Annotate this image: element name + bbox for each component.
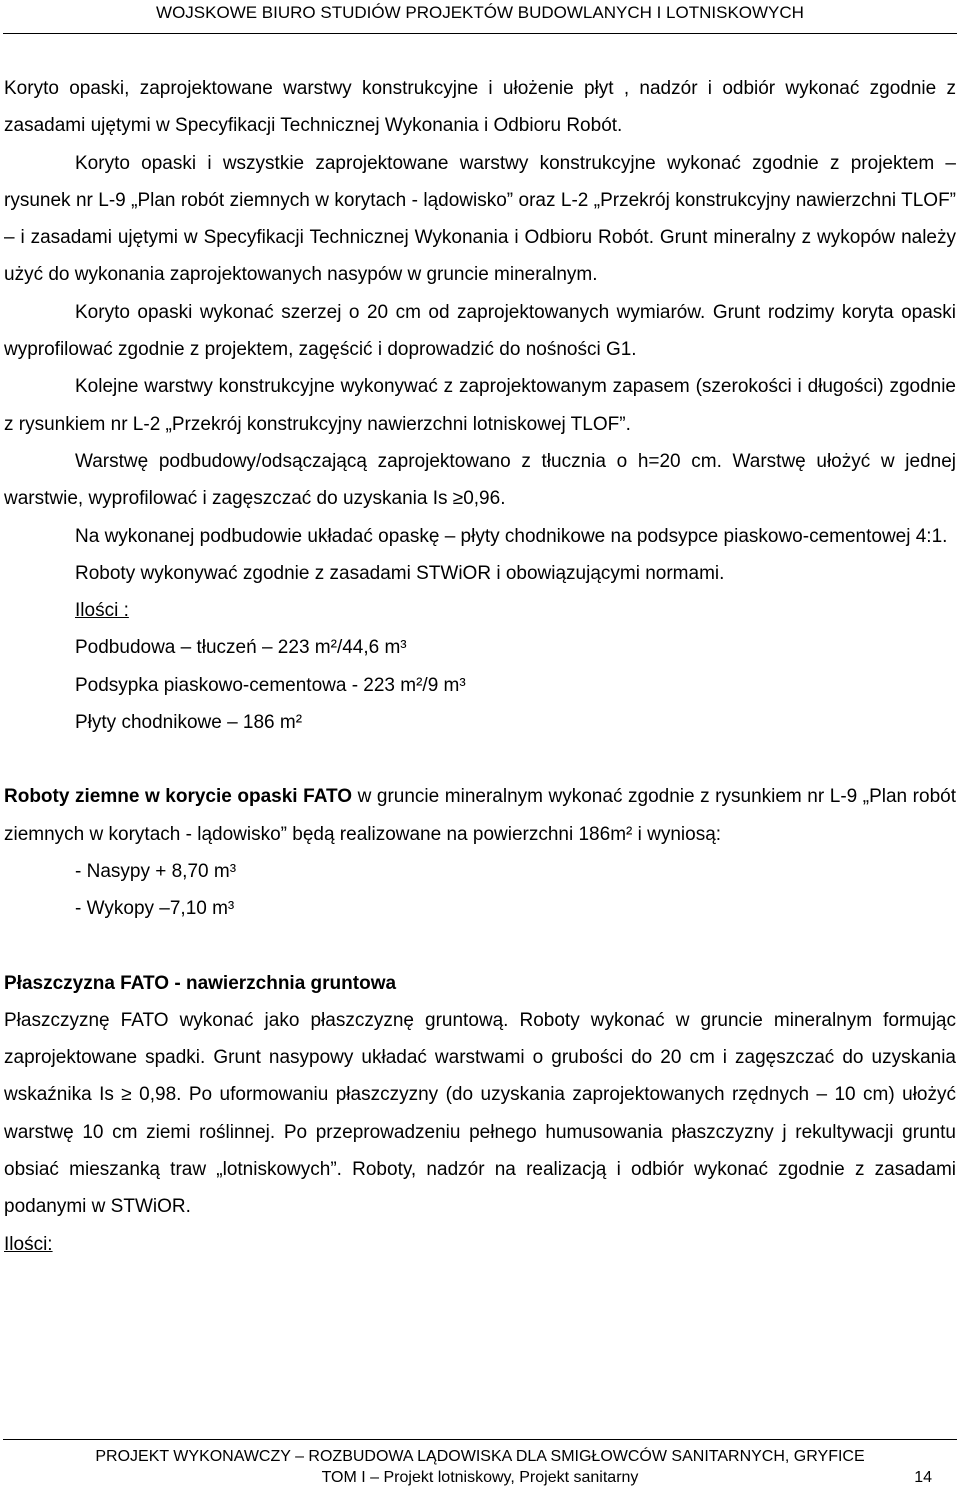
document-body bbox=[4, 70, 956, 1263]
quantity-item-2: Podsypka piaskowo-cementowa - 223 m²/9 m³ bbox=[75, 674, 466, 696]
quantities-label-2-text: Ilości: bbox=[4, 1233, 53, 1255]
paragraph-3: Koryto opaski wykonać szerzej o 20 cm od zaprojektowanych wymiarów. Grunt rodzimy koryta opaski wyprofilować zgodnie z projektem, zagęścić i doprowadzić do nośności G1. bbox=[4, 301, 956, 361]
section-earthworks bbox=[4, 778, 956, 853]
quantities-label-text: Ilości : bbox=[75, 600, 129, 622]
paragraph-4: Kolejne warstwy konstrukcyjne wykonywać z zaprojektowanym zapasem (szerokości i długości) zgodnie z rysunkiem nr L-2 „Przekrój konstrukcyjny nawierzchni lotniskowej TLOF”. bbox=[4, 376, 956, 435]
footer-divider bbox=[3, 1439, 957, 1440]
paragraph-5: Warstwę podbudowy/odsączającą zaprojektowano z tłucznia o h=20 cm. Warstwę ułożyć w jednej warstwie, wyprofilować i zagęszczać do uzyskania Is ≥0,96. bbox=[4, 450, 956, 510]
quantity-item-1: Podbudowa – tłuczeń – 223 m²/44,6 m³ bbox=[75, 637, 407, 659]
section-fato-heading bbox=[4, 965, 956, 1002]
earthworks-item-1: - Nasypy + 8,70 m³ bbox=[75, 860, 237, 882]
paragraph-2: Koryto opaski i wszystkie zaprojektowane warstwy konstrukcyjne wykonać zgodnie z projektem – rysunek nr L-9 „Plan robót ziemnych w korytach - lądowisko” oraz L-2 „Przekrój konstrukcyjny nawierzchni TLOF” – i zasadami ujętymi w Specyfikacji Technicznej Wykonania i Odbioru Robót. Grunt mineralny z wykopów należy użyć do wykonania zaprojektowanych nasypów w gruncie mineralnym. bbox=[4, 152, 956, 286]
section-earthworks-heading: Roboty ziemne w korycie opaski FATO bbox=[4, 786, 353, 808]
footer-line-1: PROJEKT WYKONAWCZY – ROZBUDOWA LĄDOWISKA DLA SMIGŁOWCÓW SANITARNYCH, GRYFICE bbox=[95, 1448, 865, 1465]
quantity-item-3: Płyty chodnikowe – 186 m² bbox=[75, 712, 303, 734]
paragraph-7: Roboty wykonywać zgodnie z zasadami STWiOR i obowiązującymi normami. bbox=[75, 562, 725, 584]
paragraph-1: Koryto opaski, zaprojektowane warstwy konstrukcyjne i ułożenie płyt , nadzór i odbiór wykonać zgodnie z zasadami ujętymi w Specyfikacji Technicznej Wykonania i Odbioru Robót. bbox=[4, 78, 956, 137]
header-divider bbox=[3, 33, 957, 34]
paragraph-6: Na wykonanej podbudowie układać opaskę – płyty chodnikowe na podsypce piaskowo-cementowej 4:1. bbox=[75, 525, 948, 547]
earthworks-item-2: - Wykopy –7,10 m³ bbox=[75, 898, 235, 920]
page-footer bbox=[0, 1446, 960, 1488]
quantities-label-1 bbox=[75, 592, 956, 629]
quantities-label-2 bbox=[4, 1226, 956, 1263]
footer-line-2: TOM I – Projekt lotniskowy, Projekt sanitarny bbox=[321, 1469, 639, 1486]
section-fato-text: Płaszczyznę FATO wykonać jako płaszczyznę gruntową. Roboty wykonać w gruncie mineralnym formując zaprojektowane spadki. Grunt nasypowy układać warstwami o grubości do 20 cm i zagęszczać do uzyskania wskaźnika Is ≥ 0,98. Po uformowaniu płaszczyzny (do uzyskania zaprojektowanych rzędnych – 10 cm) ułożyć warstwę 10 cm ziemi roślinnej. Po przeprowadzeniu pełnego humusowania płaszczyzny j rekultywacji gruntu obsiać mieszanką traw „lotniskowych”. Roboty, nadzór na realizacją i odbiór wykonać zgodnie z zasadami podanymi w STWiOR. bbox=[4, 1009, 956, 1218]
section-earthworks-text: w gruncie mineralnym wykonać zgodnie z rysunkiem nr L-9 „Plan robót ziemnych w korytach - lądowisko” będą realizowane na powierzchni 186m² i wyniosą: bbox=[4, 786, 956, 845]
section-fato-heading-text: Płaszczyzna FATO - nawierzchnia gruntowa bbox=[4, 972, 397, 994]
page-header: WOJSKOWE BIURO STUDIÓW PROJEKTÓW BUDOWLANYCH I LOTNISKOWYCH bbox=[156, 3, 804, 22]
page-number: 14 bbox=[914, 1469, 932, 1486]
